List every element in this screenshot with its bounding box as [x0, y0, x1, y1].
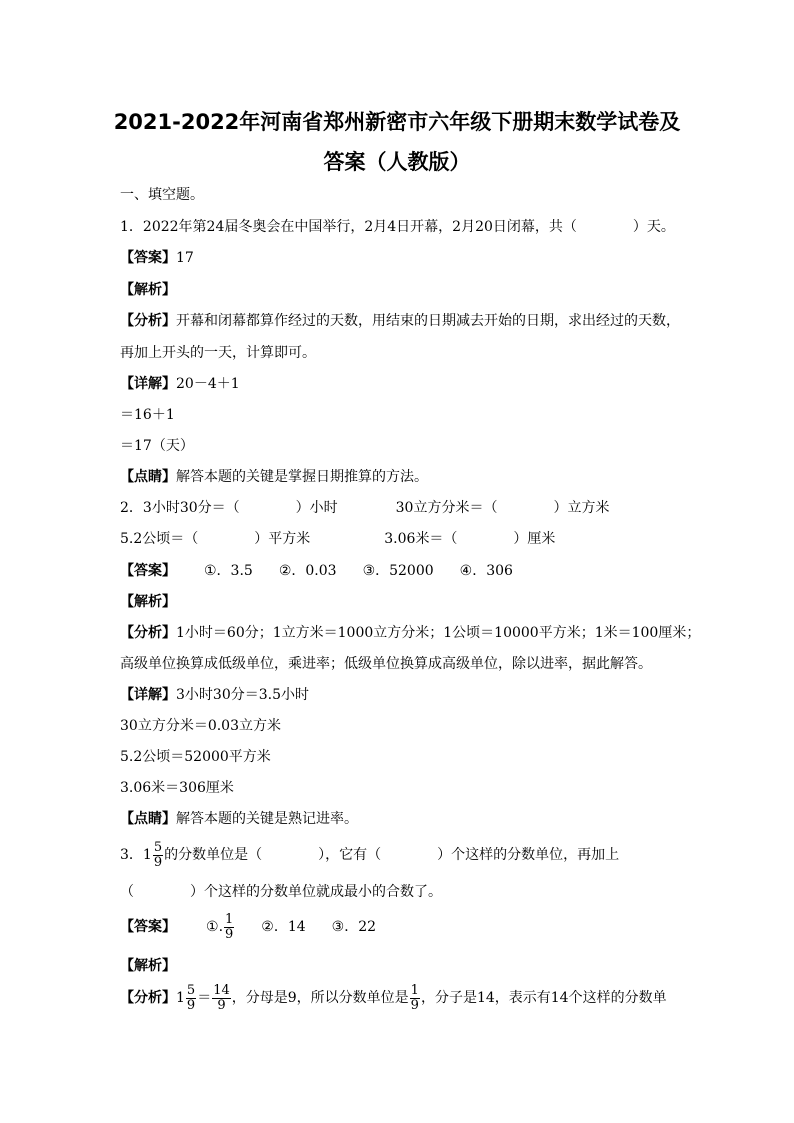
fraction-numerator: 1	[225, 911, 234, 927]
fenxi-text-mid: ，分母是9，所以分数单位是	[231, 990, 409, 1006]
q3-answer	[120, 908, 376, 946]
fraction-numerator: 5	[186, 982, 196, 998]
fenxi-label: 【分析】	[120, 625, 176, 641]
q1-answer	[120, 248, 194, 268]
q3-fenxi	[120, 978, 667, 1018]
fraction-numerator: 14	[213, 982, 230, 998]
answer-3: ③．52000	[362, 563, 434, 579]
q1-text: 1．2022年第24届冬奥会在中国举行，2月4日开幕，2月20日闭幕，共（ ）天。	[120, 219, 675, 235]
q2-dianjing	[120, 809, 358, 829]
q2-part-a: 2．3小时30分＝（ ）小时	[120, 500, 338, 516]
q3-analysis-label: 【解析】	[120, 958, 176, 974]
xiangjie-text: 3小时30分＝3.5小时	[176, 687, 309, 703]
q3-text-rest: 的分数单位是（ ），它有（ ）个这样的分数单位，再加上	[164, 847, 620, 863]
xiangjie-label: 【详解】	[120, 376, 176, 392]
dianjing-text: 解答本题的关键是掌握日期推算的方法。	[176, 469, 428, 485]
q2-fenxi-cont: 高级单位换算成低级单位，乘进率；低级单位换算成高级单位，除以进率，据此解答。	[120, 656, 652, 672]
fenxi-label: 【分析】	[120, 313, 176, 329]
fenxi-text: 开幕和闭幕都算作经过的天数，用结束的日期减去开始的日期，求出经过的天数，	[176, 313, 680, 329]
answer-label: 【答案】	[120, 919, 176, 935]
q2-row1	[120, 498, 609, 518]
answer-4: ④．306	[459, 563, 513, 579]
q2-fenxi	[120, 623, 700, 643]
equals-sign: ＝	[197, 990, 212, 1006]
fraction	[212, 984, 231, 1013]
q2-step2: 30立方分米＝0.03立方米	[120, 718, 281, 734]
page-title-line1: 2021-2022年河南省郑州新密市六年级下册期末数学试卷及	[113, 110, 681, 134]
q3-number: 3．	[120, 847, 143, 863]
q1-fenxi	[120, 311, 680, 331]
xiangjie-text: 20－4＋1	[176, 376, 240, 392]
answer-3: ③．22	[331, 919, 377, 935]
fenxi-text-end: ，分子是14，表示有14个这样的分数单	[420, 990, 667, 1006]
q1-dianjing	[120, 467, 428, 487]
section-heading: 一、填空题。	[120, 187, 204, 203]
page-title-line2: 答案（人教版）	[323, 150, 471, 174]
q1-fenxi-cont: 再加上开头的一天，计算即可。	[120, 345, 316, 361]
answer-1-dot: .	[218, 919, 224, 935]
fraction	[410, 984, 420, 1013]
answer-2: ②．14	[261, 919, 306, 935]
q2-step3: 5.2公顷＝52000平方米	[120, 749, 271, 765]
dianjing-text: 解答本题的关键是熟记进率。	[176, 811, 358, 827]
q2-step4: 3.06米＝306厘米	[120, 780, 234, 796]
q1-xiangjie	[120, 374, 240, 394]
dianjing-label: 【点睛】	[120, 811, 176, 827]
mixed-whole: 1	[142, 847, 152, 863]
answer-value: 17	[176, 250, 194, 266]
fraction-denominator: 9	[217, 997, 226, 1013]
fraction	[186, 984, 196, 1013]
answer-label: 【答案】	[120, 563, 176, 579]
answer-1-prefix: ①	[206, 919, 219, 935]
fraction-denominator: 9	[410, 997, 419, 1013]
fraction	[153, 841, 163, 870]
q1-step2: ＝16＋1	[120, 407, 175, 423]
dianjing-label: 【点睛】	[120, 469, 176, 485]
q2-analysis-label: 【解析】	[120, 594, 176, 610]
q2-answer	[120, 561, 513, 581]
q2-part-b: 30立方分米＝（ ）立方米	[395, 500, 610, 516]
answer-label: 【答案】	[120, 250, 176, 266]
q2-part-d: 3.06米＝（ ）厘米	[384, 531, 556, 547]
fenxi-label: 【分析】	[120, 990, 176, 1006]
answer-2: ②．0.03	[278, 563, 337, 579]
fraction-numerator: 5	[153, 839, 163, 855]
q1-step3: ＝17（天）	[120, 438, 194, 454]
fenxi-text: 1小时＝60分；1立方米＝1000立方分米；1公顷＝10000平方米；1米＝100厘米；	[176, 625, 701, 641]
xiangjie-label: 【详解】	[120, 687, 176, 703]
fraction-denominator: 9	[225, 926, 234, 942]
answer-1-fraction	[224, 913, 234, 942]
q2-xiangjie	[120, 685, 309, 705]
q3-text-line2: （ ）个这样的分数单位就成最小的合数了。	[120, 884, 442, 900]
q2-part-c: 5.2公顷＝（ ）平方米	[120, 531, 311, 547]
fraction-numerator: 1	[410, 982, 419, 998]
fraction-denominator: 9	[186, 997, 196, 1013]
q1-analysis-label: 【解析】	[120, 282, 176, 298]
q3-text	[120, 836, 619, 874]
q2-row2	[120, 529, 555, 549]
answer-1: ①．3.5	[204, 563, 253, 579]
mixed-whole: 1	[176, 990, 185, 1006]
fraction-denominator: 9	[153, 854, 163, 870]
